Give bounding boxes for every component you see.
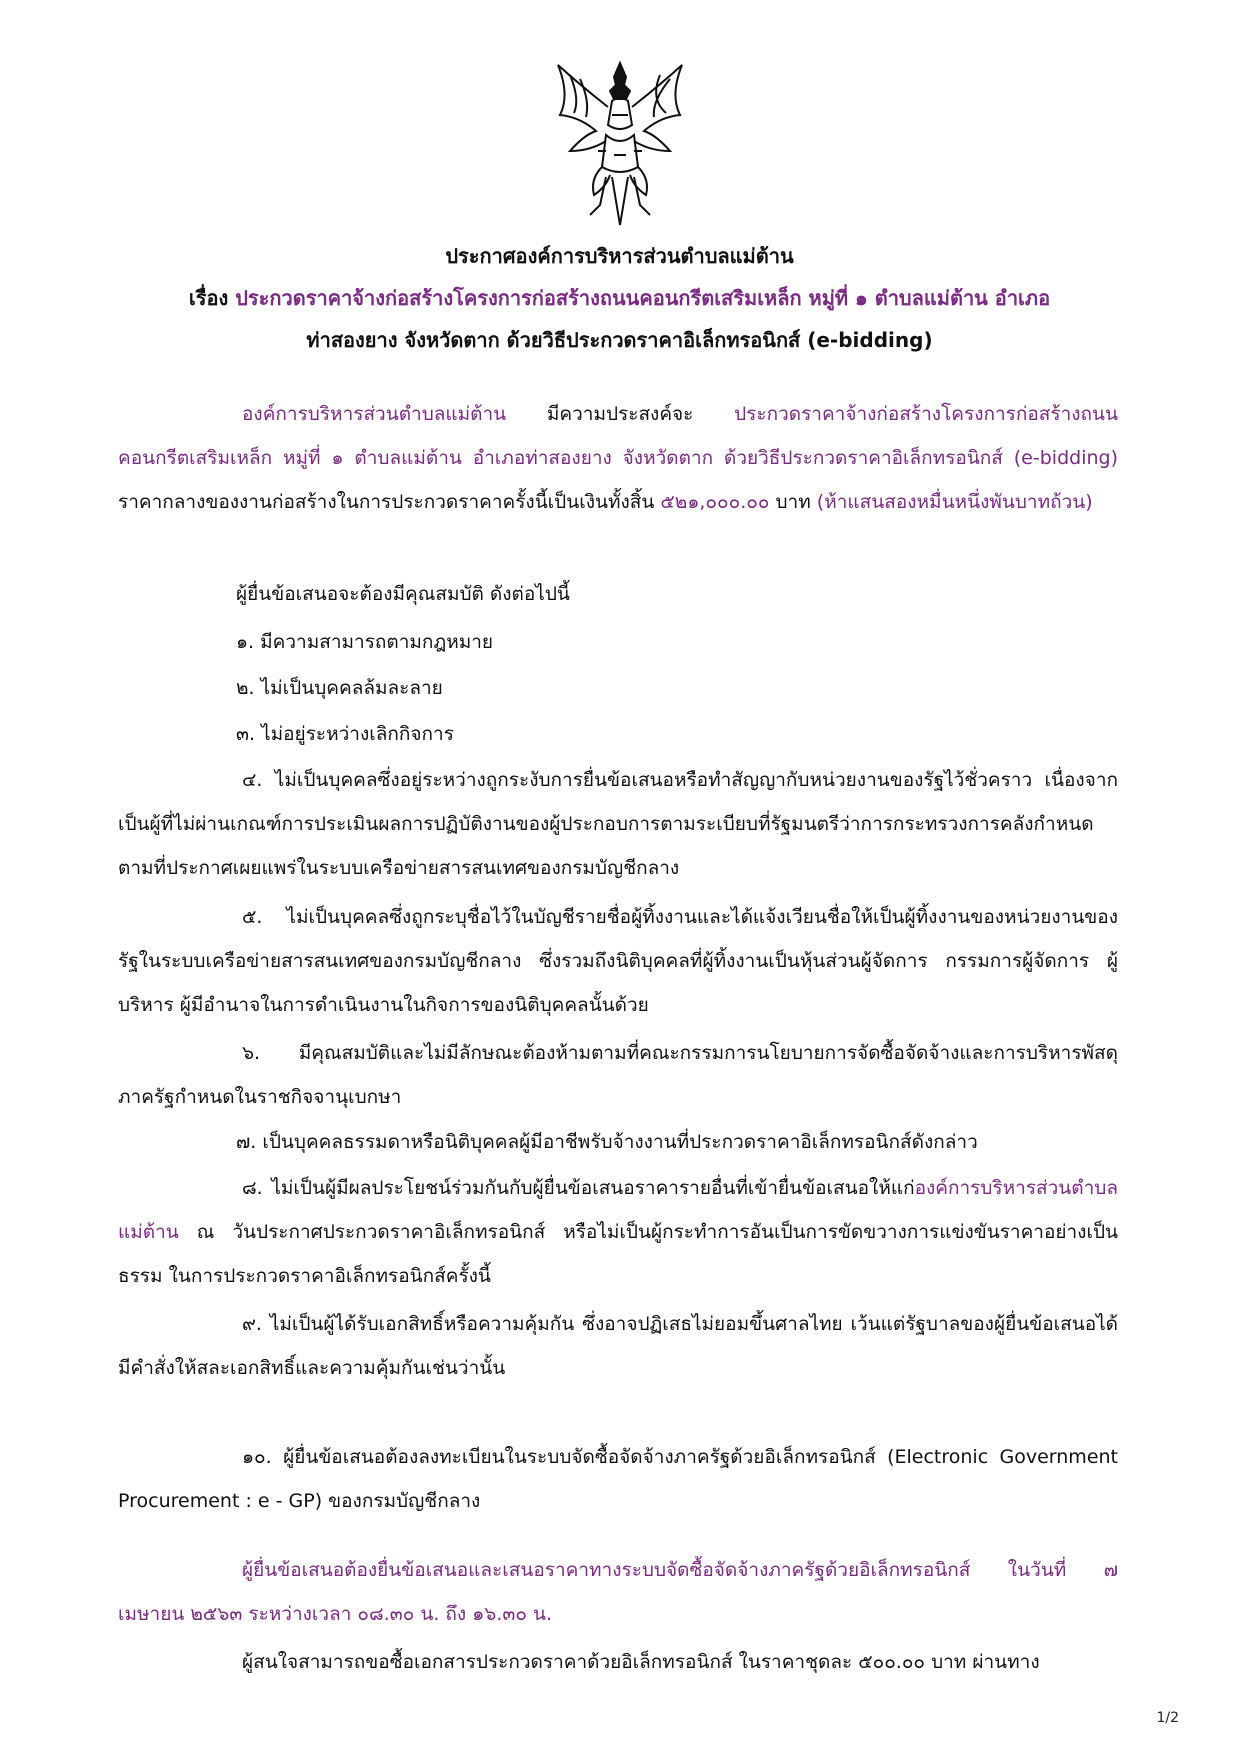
intro-paragraph bbox=[118, 392, 1118, 524]
qualification-item-2: ๒. ไม่เป็นบุคคลล้มละลาย bbox=[236, 677, 443, 699]
budget-amount-words: (ห้าแสนสองหมื่นหนึ่งพันบาทถ้วน) bbox=[816, 491, 1093, 513]
intro-text-1: มีความประสงค์จะ bbox=[506, 403, 735, 425]
purchase-paragraph: ผู้สนใจสามารถขอซื้อเอกสารประกวดราคาด้วยอิเล็กทรอนิกส์ ในราคาชุดละ ๕๐๐.๐๐ บาท ผ่านทาง bbox=[242, 1651, 1040, 1673]
qualification-item-5: ๕. ไม่เป็นบุคคลซึ่งถูกระบุชื่อไว้ในบัญชีรายชื่อผู้ทิ้งงานและได้แจ้งเวียนชื่อให้เป็นผู้ทิ้งงานของหน่วยงานของรัฐในระบบเครือข่ายสารสนเทศของกรมบัญชีกลาง ซึ่งรวมถึงนิติบุคคลที่ผู้ทิ้งงานเป็นหุ้นส่วนผู้จัดการ กรรมการผู้จัดการ ผู้บริหาร ผู้มีอำนาจในการดำเนินงานในกิจการของนิติบุคคลนั้นด้วย bbox=[118, 906, 1118, 1016]
garuda-emblem-icon bbox=[540, 55, 700, 230]
agency-name: องค์การบริหารส่วนตำบลแม่ต้าน bbox=[242, 403, 507, 425]
qualifications-heading: ผู้ยื่นข้อเสนอจะต้องมีคุณสมบัติ ดังต่อไปนี้ bbox=[236, 583, 570, 605]
qualification-item-10: ๑๐. ผู้ยื่นข้อเสนอต้องลงทะเบียนในระบบจัดซื้อจัดจ้างภาครัฐด้วยอิเล็กทรอนิกส์ (Electronic Government Procurement : e - GP) ของกรมบัญชีกลาง bbox=[118, 1446, 1118, 1512]
qualification-item-4: ๔. ไม่เป็นบุคคลซึ่งอยู่ระหว่างถูกระงับการยื่นข้อเสนอหรือทำสัญญากับหน่วยงานของรัฐไว้ชั่วคราว เนื่องจากเป็นผู้ที่ไม่ผ่านเกณฑ์การประเมินผลการปฏิบัติงานของผู้ประกอบการตามระเบียบที่รัฐมนตรีว่าการกระทรวงการคลังกำหนดตามที่ประกาศเผยแพร่ในระบบเครือข่ายสารสนเทศของกรมบัญชีกลาง bbox=[118, 769, 1118, 879]
item8-agency: องค์การบริหารส่วนตำบลแม่ต้าน bbox=[118, 1177, 1118, 1243]
qualification-item-3: ๓. ไม่อยู่ระหว่างเลิกกิจการ bbox=[236, 723, 454, 745]
item8-text-a: ๘. ไม่เป็นผู้มีผลประโยชน์ร่วมกันกับผู้ยื่นข้อเสนอราคารายอื่นที่เข้ายื่นข้อเสนอให้แก่ bbox=[242, 1177, 915, 1199]
qualification-item-6: ๖. มีคุณสมบัติและไม่มีลักษณะต้องห้ามตามที่คณะกรรมการนโยบายการจัดซื้อจัดจ้างและการบริหารพัสดุภาครัฐกำหนดในราชกิจจานุเบกษา bbox=[118, 1042, 1118, 1108]
budget-amount: ๕๒๑,๐๐๐.๐๐ bbox=[660, 491, 770, 513]
item8-text-b: ณ วันประกาศประกวดราคาอิเล็กทรอนิกส์ หรือไม่เป็นผู้กระทำการอันเป็นการขัดขวางการแข่งขันราคาอย่างเป็นธรรม ในการประกวดราคาอิเล็กทรอนิกส์ครั้งนี้ bbox=[118, 1221, 1118, 1287]
subject-prefix: เรื่อง bbox=[188, 286, 236, 310]
qualification-item-8 bbox=[118, 1166, 1118, 1298]
subject-line-2: ท่าสองยาง จังหวัดตาก ด้วยวิธีประกวดราคาอิเล็กทรอนิกส์ (e-bidding) bbox=[306, 328, 933, 352]
qualification-item-1: ๑. มีความสามารถตามกฎหมาย bbox=[236, 631, 494, 653]
project-name: ประกวดราคาจ้างก่อสร้างโครงการก่อสร้างถนนคอนกรีตเสริมเหล็ก หมู่ที่ ๑ ตำบลแม่ต้าน อำเภอท่าสองยาง จังหวัดตาก ด้วยวิธีประกวดราคาอิเล็กทรอนิกส์ (e-bidding) bbox=[118, 403, 1118, 469]
page-number: 1/2 bbox=[1156, 1710, 1179, 1726]
subject-line-1 bbox=[60, 282, 1179, 314]
announcement-title: ประกาศองค์การบริหารส่วนตำบลแม่ต้าน bbox=[445, 244, 794, 268]
intro-text-2: ราคากลางของงานก่อสร้างในการประกวดราคาครั้งนี้เป็นเงินทั้งสิ้น bbox=[118, 491, 661, 513]
qualification-item-7: ๗. เป็นบุคคลธรรมดาหรือนิติบุคคลผู้มีอาชีพรับจ้างงานที่ประกวดราคาอิเล็กทรอนิกส์ดังกล่าว bbox=[236, 1131, 978, 1153]
subject-text: ประกวดราคาจ้างก่อสร้างโครงการก่อสร้างถนนคอนกรีตเสริมเหล็ก หมู่ที่ ๑ ตำบลแม่ต้าน อำเภอ bbox=[235, 286, 1051, 310]
submission-paragraph: ผู้ยื่นข้อเสนอต้องยื่นข้อเสนอและเสนอราคาทางระบบจัดซื้อจัดจ้างภาครัฐด้วยอิเล็กทรอนิกส์ ในวันที่ ๗ เมษายน ๒๕๖๓ ระหว่างเวลา ๐๘.๓๐ น. ถึง ๑๖.๓๐ น. bbox=[118, 1559, 1118, 1625]
qualification-item-9: ๙. ไม่เป็นผู้ได้รับเอกสิทธิ์หรือความคุ้มกัน ซึ่งอาจปฏิเสธไม่ยอมขึ้นศาลไทย เว้นแต่รัฐบาลของผู้ยื่นข้อเสนอได้มีคำสั่งให้สละเอกสิทธิ์และความคุ้มกันเช่นว่านั้น bbox=[118, 1313, 1118, 1379]
intro-text-3: บาท bbox=[769, 491, 817, 513]
